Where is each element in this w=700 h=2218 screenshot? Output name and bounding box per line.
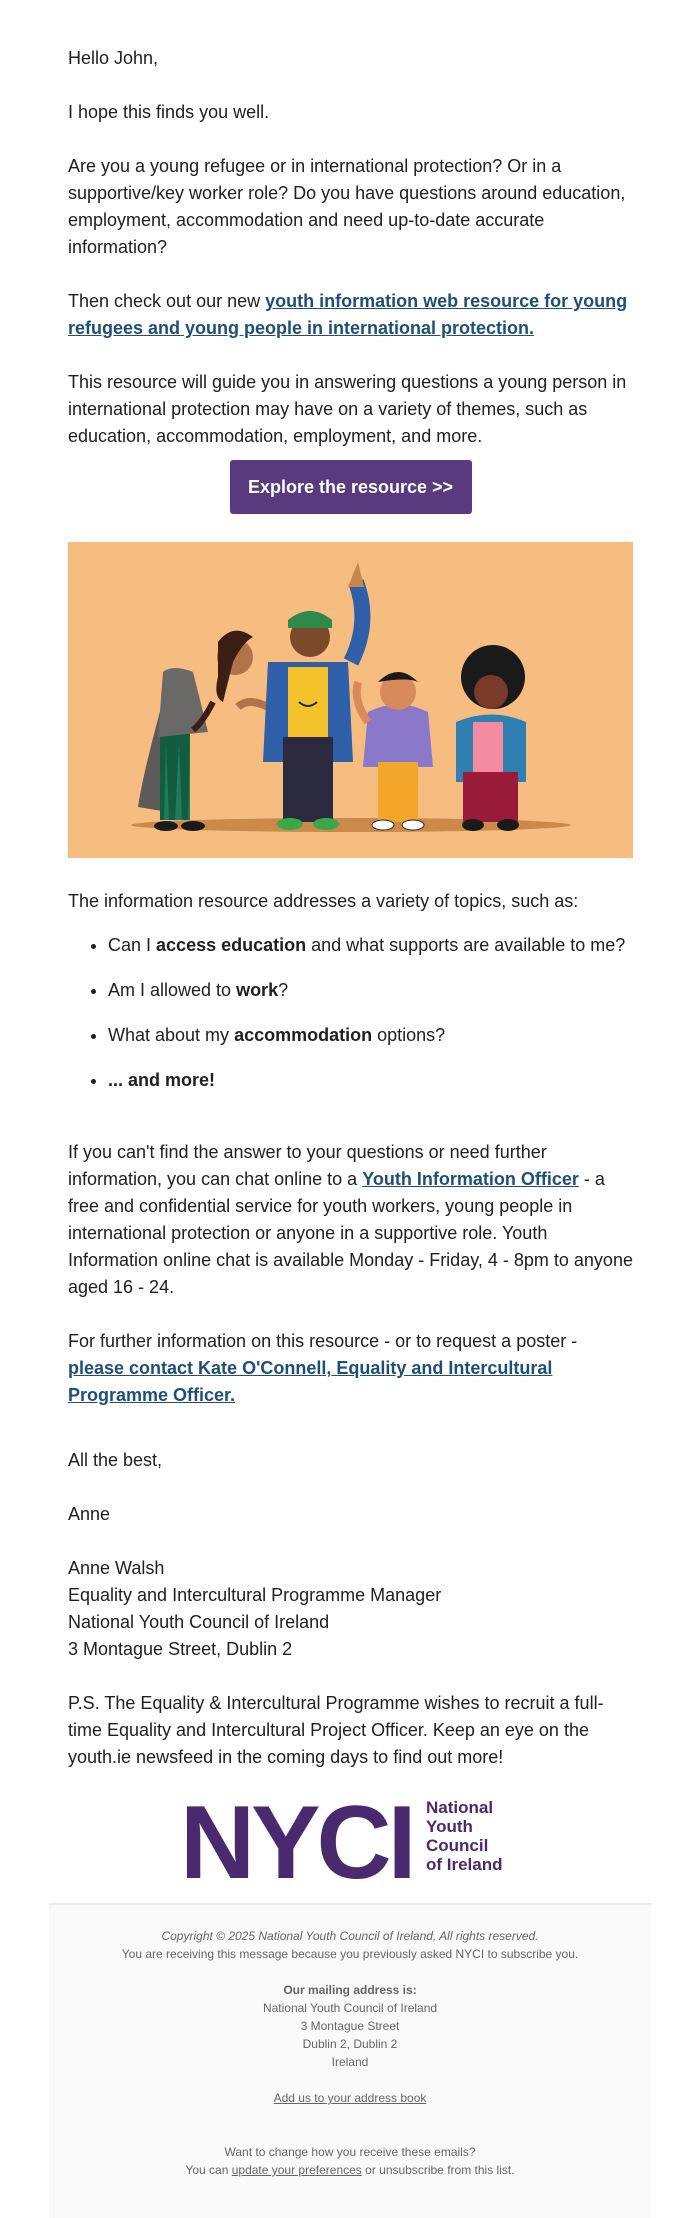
topic-bold: access education: [156, 935, 307, 955]
cta-container: [68, 460, 633, 514]
chat-prefix: If you can't find the answer to your questions or need further information, you can chat online to a: [68, 1142, 547, 1189]
further-prefix: For further information on this resource - or to request a poster -: [68, 1331, 578, 1351]
signature-org: National Youth Council of Ireland: [68, 1612, 330, 1632]
address-line: Dublin 2, Dublin 2: [302, 2037, 398, 2051]
nyci-logo-mark: [68, 1790, 633, 1890]
intro-text: I hope this finds you well.: [68, 102, 270, 122]
person-girl-afro-figure: [456, 645, 526, 831]
subscription-reason: You are receiving this message because you previously asked NYCI to subscribe you.: [121, 1947, 579, 1961]
person-woman-figure: [138, 631, 268, 831]
nyci-logo: [68, 1790, 633, 1890]
topic-text: What about my: [108, 1025, 235, 1045]
address-line: Ireland: [331, 2055, 369, 2069]
question-paragraph: Are you a young refugee or in international protection? Or in a supportive/key worker role? Do you have questions around education, employment, accommodation and need up-to-date accurate information?: [68, 156, 626, 257]
further-info-paragraph: [68, 1328, 633, 1409]
address-line: 3 Montague Street: [300, 2019, 400, 2033]
logo-wordmark: [426, 1798, 503, 1874]
people-illustration: [68, 542, 633, 858]
update-preferences-link[interactable]: update your preferences: [231, 2163, 362, 2177]
person-boy-figure: [357, 672, 433, 830]
resource-link[interactable]: youth information web resource for young refugees and young people in international protection.: [68, 291, 628, 338]
signoff: All the best,: [68, 1450, 163, 1470]
email-footer: [49, 1903, 651, 2218]
change-question: Want to change how you receive these emails?: [224, 2145, 476, 2159]
list-item: [108, 932, 633, 959]
youth-information-officer-link[interactable]: Youth Information Officer: [362, 1169, 579, 1189]
guide-paragraph: This resource will guide you in answering questions a young person in international protection may have on a variety of themes, such as education, accommodation, employment, and more.: [68, 372, 627, 446]
chat-suffix: - a free and confidential service for youth workers, young people in international protection or anyone in a supportive role. Youth Information online chat is available Monday - Friday, 4 - 8pm to anyone aged 16 - 24.: [68, 1169, 633, 1297]
signoff-name: Anne: [68, 1504, 111, 1524]
signature-role: Equality and Intercultural Programme Manager: [68, 1585, 442, 1605]
logo-word: Council: [426, 1836, 489, 1855]
add-to-address-book-link[interactable]: Add us to your address book: [273, 2091, 427, 2105]
explore-resource-button[interactable]: Explore the resource >>: [230, 460, 472, 514]
logo-word: of Ireland: [426, 1855, 503, 1874]
greeting: Hello John,: [68, 48, 159, 68]
topic-text: Can I: [108, 935, 157, 955]
topics-intro: The information resource addresses a variety of topics, such as:: [68, 891, 579, 911]
topic-bold: ... and more!: [108, 1070, 216, 1090]
topic-bold: work: [236, 980, 279, 1000]
logo-word: Youth: [426, 1817, 473, 1836]
checkout-prefix: Then check out our new: [68, 291, 266, 311]
topic-text: Am I allowed to: [108, 980, 237, 1000]
logo-word: National: [426, 1798, 494, 1817]
list-item: [108, 1022, 633, 1049]
checkout-paragraph: [68, 288, 633, 342]
list-item: [108, 1067, 633, 1094]
logo-letters: NYCI: [180, 1790, 413, 1890]
topics-list: [68, 932, 633, 1112]
list-item: [108, 977, 633, 1004]
topic-text: options?: [372, 1025, 446, 1045]
signature-address: 3 Montague Street, Dublin 2: [68, 1639, 293, 1659]
change-suffix: or unsubscribe from this list.: [361, 2163, 515, 2177]
ps-paragraph: P.S. The Equality & Intercultural Programme wishes to recruit a full-time Equality and Intercultural Project Officer. Keep an eye on the youth.ie newsfeed in the coming days to find out more!: [68, 1693, 604, 1767]
hero-illustration: [68, 542, 633, 858]
mailing-address-heading: Our mailing address is:: [283, 1983, 417, 1997]
signature-block: [68, 1555, 633, 1663]
change-options: [49, 2161, 651, 2179]
chat-paragraph: [68, 1139, 633, 1301]
topic-bold: accommodation: [234, 1025, 373, 1045]
change-prefix: You can: [185, 2163, 232, 2177]
topic-text: and what supports are available to me?: [306, 935, 626, 955]
person-man-cap-figure: [263, 562, 364, 830]
topic-text: ?: [278, 980, 289, 1000]
copyright-text: Copyright © 2025 National Youth Council of Ireland, All rights reserved.: [161, 1929, 539, 1943]
signature-name: Anne Walsh: [68, 1558, 165, 1578]
contact-kate-link[interactable]: please contact Kate O'Connell, Equality and Intercultural Programme Officer.: [68, 1358, 553, 1405]
address-line: National Youth Council of Ireland: [262, 2001, 438, 2015]
